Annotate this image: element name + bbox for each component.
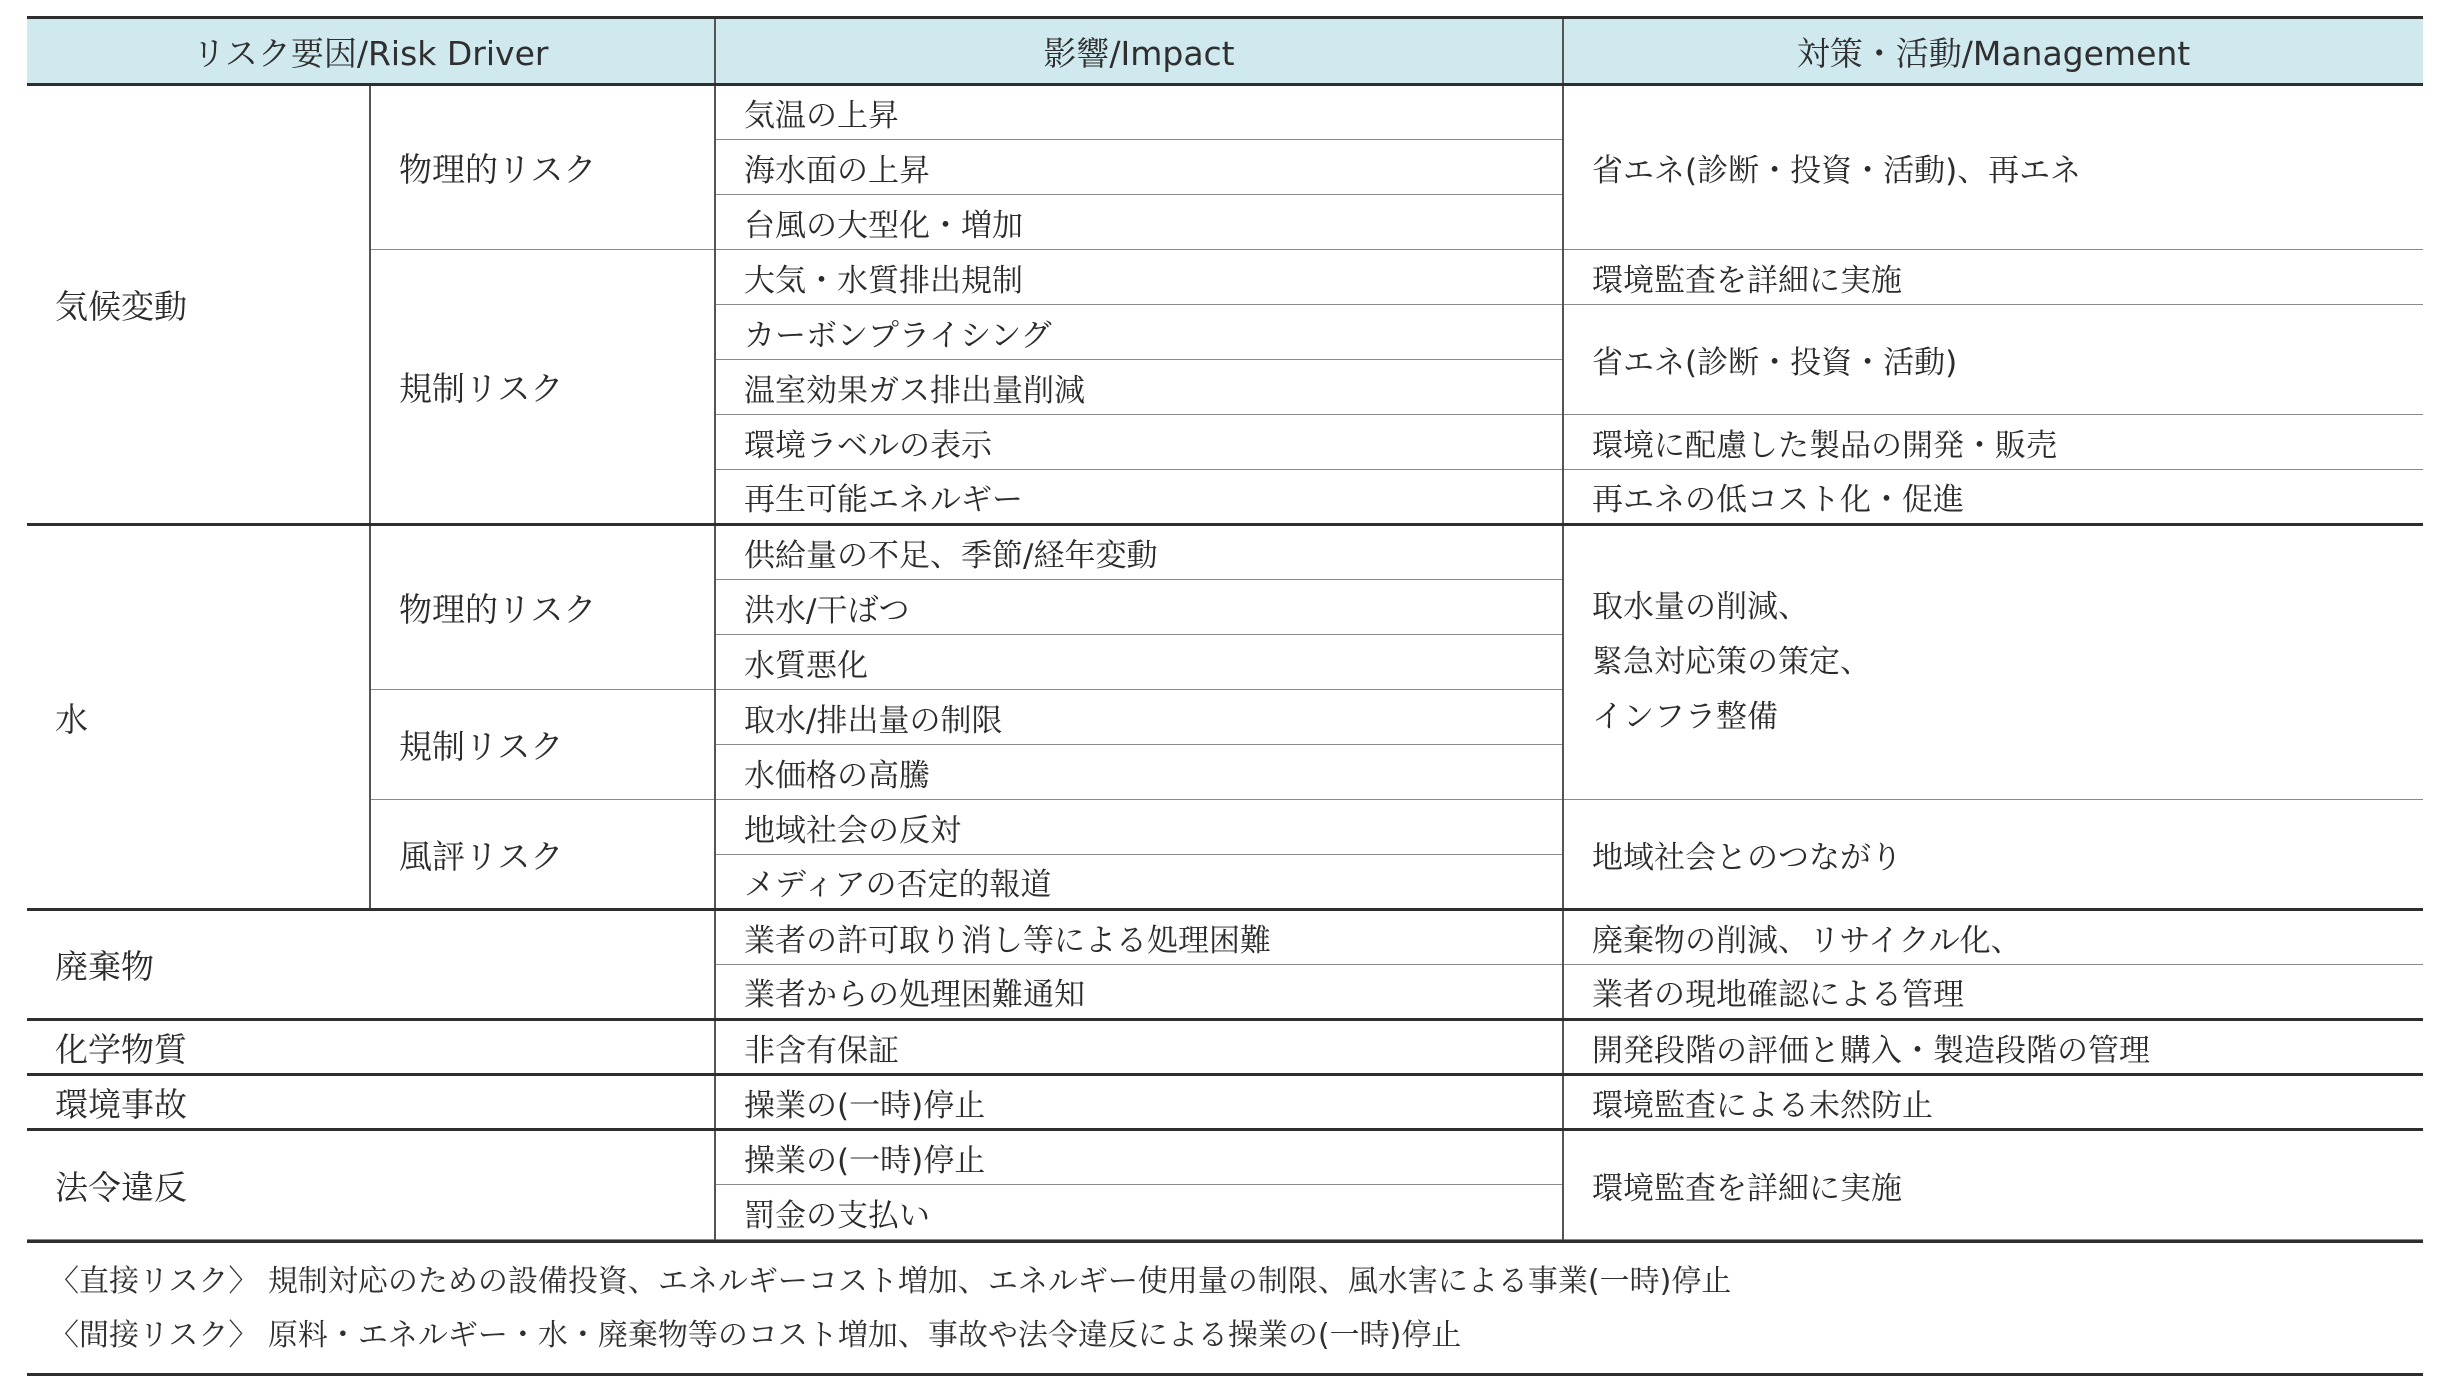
driver-climate-change: 気候変動 (27, 85, 370, 525)
header-management: 対策・活動/Management (1563, 18, 2423, 85)
management-line: インフラ整備 (1592, 699, 1778, 735)
subrisk-water-physical: 物理的リスク (370, 525, 715, 690)
management-cell: 廃棄物の削減、リサイクル化、 (1563, 910, 2423, 965)
management-cell: 再エネの低コスト化・促進 (1563, 470, 2423, 525)
management-cell: 省エネ(診断・投資・活動)、再エネ (1563, 85, 2423, 250)
impact-cell: 取水/排出量の制限 (715, 690, 1563, 745)
impact-cell: 台風の大型化・増加 (715, 195, 1563, 250)
driver-waste: 廃棄物 (27, 910, 715, 1020)
table-row (27, 800, 2423, 855)
management-cell-water (1563, 525, 2423, 800)
table-row (27, 1075, 2423, 1130)
subrisk-water-regulatory: 規制リスク (370, 690, 715, 800)
table-row (27, 910, 2423, 965)
management-line: 緊急対応策の策定、 (1592, 644, 1871, 680)
impact-cell: 供給量の不足、季節/経年変動 (715, 525, 1563, 580)
management-cell: 地域社会とのつながり (1563, 800, 2423, 910)
management-cell: 省エネ(診断・投資・活動) (1563, 305, 2423, 415)
driver-chemicals: 化学物質 (27, 1020, 715, 1075)
impact-cell: 水価格の高騰 (715, 745, 1563, 800)
management-line: 取水量の削減、 (1592, 589, 1809, 625)
management-cell: 開発段階の評価と購入・製造段階の管理 (1563, 1020, 2423, 1075)
impact-cell: 大気・水質排出規制 (715, 250, 1563, 305)
risk-table (27, 16, 2423, 1240)
table-row (27, 250, 2423, 305)
impact-cell: 水質悪化 (715, 635, 1563, 690)
risk-notes (27, 1240, 2423, 1376)
impact-cell: 海水面の上昇 (715, 140, 1563, 195)
impact-cell: 業者の許可取り消し等による処理困難 (715, 910, 1563, 965)
management-cell: 環境に配慮した製品の開発・販売 (1563, 415, 2423, 470)
impact-cell: 気温の上昇 (715, 85, 1563, 140)
impact-cell: 業者からの処理困難通知 (715, 965, 1563, 1020)
impact-cell: 非含有保証 (715, 1020, 1563, 1075)
driver-environmental-accident: 環境事故 (27, 1075, 715, 1130)
table-row (27, 85, 2423, 140)
subrisk-climate-physical: 物理的リスク (370, 85, 715, 250)
header-risk-driver: リスク要因/Risk Driver (27, 18, 715, 85)
subrisk-water-reputational: 風評リスク (370, 800, 715, 910)
impact-cell: 再生可能エネルギー (715, 470, 1563, 525)
impact-cell: カーボンプライシング (715, 305, 1563, 360)
driver-legal-violation: 法令違反 (27, 1130, 715, 1240)
impact-cell: 操業の(一時)停止 (715, 1130, 1563, 1185)
impact-cell: 洪水/干ばつ (715, 580, 1563, 635)
header-row (27, 18, 2423, 85)
subrisk-climate-regulatory: 規制リスク (370, 250, 715, 525)
header-impact: 影響/Impact (715, 18, 1563, 85)
management-cell: 環境監査を詳細に実施 (1563, 1130, 2423, 1240)
management-cell: 環境監査を詳細に実施 (1563, 250, 2423, 305)
impact-cell: メディアの否定的報道 (715, 855, 1563, 910)
table-row (27, 1020, 2423, 1075)
driver-water: 水 (27, 525, 370, 910)
management-cell: 環境監査による未然防止 (1563, 1075, 2423, 1130)
impact-cell: 温室効果ガス排出量削減 (715, 360, 1563, 415)
management-cell: 業者の現地確認による管理 (1563, 965, 2423, 1020)
risk-table-container (27, 16, 2423, 1376)
impact-cell: 環境ラベルの表示 (715, 415, 1563, 470)
impact-cell: 罰金の支払い (715, 1185, 1563, 1240)
table-row (27, 1130, 2423, 1185)
impact-cell: 操業の(一時)停止 (715, 1075, 1563, 1130)
impact-cell: 地域社会の反対 (715, 800, 1563, 855)
note-direct-risk: 〈直接リスク〉 規制対応のための設備投資、エネルギーコスト増加、エネルギー使用量の制限、風水害による事業(一時)停止 (49, 1264, 1732, 1299)
note-indirect-risk: 〈間接リスク〉 原料・エネルギー・水・廃棄物等のコスト増加、事故や法令違反による操業の(一時)停止 (49, 1318, 1462, 1353)
table-row (27, 525, 2423, 580)
